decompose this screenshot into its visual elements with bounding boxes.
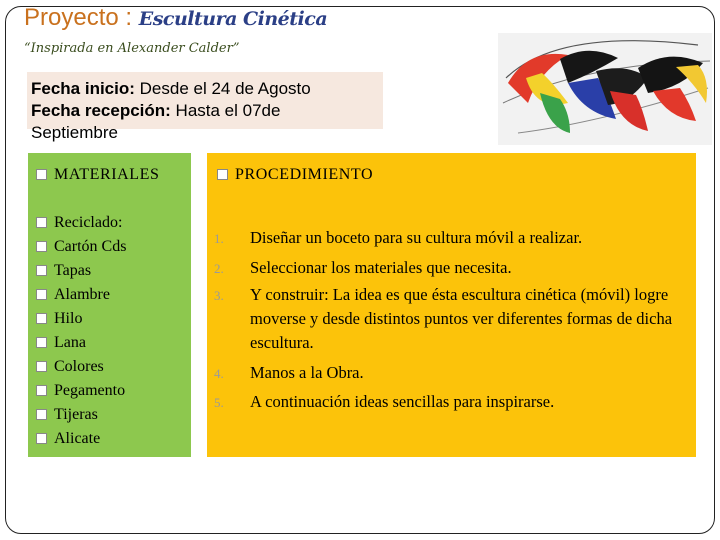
- bullet-box-icon: [36, 409, 47, 420]
- bullet-box-icon: [36, 337, 47, 348]
- title-main: Proyecto :: [24, 4, 139, 31]
- procedure-steps: [214, 226, 684, 418]
- subtitle: “Inspirada en Alexander Calder”: [24, 41, 240, 56]
- step-number: 2.: [214, 261, 224, 276]
- receipt-date-value: Hasta el 07de: [170, 101, 281, 120]
- list-item: [36, 357, 126, 381]
- procedure-heading-label: PROCEDIMIENTO: [235, 166, 374, 183]
- start-date-label: Fecha inicio:: [31, 79, 135, 98]
- dates-text: [31, 78, 391, 144]
- list-item: [36, 213, 126, 237]
- list-item: [214, 361, 684, 390]
- material-label: Pegamento: [54, 382, 126, 399]
- list-item: [214, 390, 684, 418]
- step-text: Y construir: La idea es que ésta escultura cinética (móvil) logre moverse y desde distintos puntos ver diferentes formas de dicha escultura.: [250, 285, 673, 352]
- material-label: Cartón Cds: [54, 238, 127, 255]
- receipt-date-value-cont: Septiembre: [31, 123, 118, 142]
- material-label: Alicate: [54, 430, 101, 447]
- step-text: Seleccionar los materiales que necesita.: [250, 258, 512, 277]
- materials-heading: [36, 166, 160, 184]
- step-number: 3.: [214, 288, 224, 303]
- materials-heading-label: MATERIALES: [54, 166, 160, 183]
- step-number: 4.: [214, 366, 224, 381]
- list-item: [36, 429, 126, 453]
- bullet-box-icon: [36, 169, 47, 180]
- step-number: 1.: [214, 231, 224, 246]
- step-text: Diseñar un boceto para su cultura móvil a realizar.: [250, 228, 583, 247]
- list-item: [36, 261, 126, 285]
- materials-list: [36, 213, 126, 453]
- title-sub: Escultura Cinética: [138, 8, 328, 30]
- material-label: Alambre: [54, 286, 110, 303]
- material-label: Lana: [54, 334, 86, 351]
- list-item: [36, 333, 126, 357]
- material-label: Tijeras: [54, 406, 98, 423]
- bullet-box-icon: [36, 217, 47, 228]
- material-label: Tapas: [54, 262, 92, 279]
- bullet-box-icon: [36, 361, 47, 372]
- material-label: Hilo: [54, 310, 83, 327]
- list-item: [36, 309, 126, 333]
- bullet-box-icon: [36, 433, 47, 444]
- material-label: Colores: [54, 358, 104, 375]
- bullet-box-icon: [36, 265, 47, 276]
- procedure-heading: [217, 166, 373, 184]
- material-label: Reciclado:: [54, 214, 123, 231]
- bullet-box-icon: [217, 169, 228, 180]
- list-item: [36, 237, 126, 261]
- step-text: A continuación ideas sencillas para inspirarse.: [250, 392, 555, 411]
- receipt-date-label: Fecha recepción:: [31, 101, 171, 120]
- receipt-date-line: [31, 100, 391, 122]
- list-item: [36, 405, 126, 429]
- bullet-box-icon: [36, 289, 47, 300]
- start-date-value: Desde el 24 de Agosto: [134, 79, 311, 98]
- bullet-box-icon: [36, 385, 47, 396]
- list-item: [36, 381, 126, 405]
- step-text: Manos a la Obra.: [250, 363, 364, 382]
- start-date-line: [31, 78, 391, 100]
- bullet-box-icon: [36, 313, 47, 324]
- list-item: [214, 283, 684, 361]
- kinetic-sculpture-image: [498, 33, 712, 145]
- step-number: 5.: [214, 395, 224, 410]
- bullet-box-icon: [36, 241, 47, 252]
- list-item: [214, 256, 684, 283]
- page-title: [24, 4, 327, 32]
- list-item: [36, 285, 126, 309]
- list-item: [214, 226, 684, 256]
